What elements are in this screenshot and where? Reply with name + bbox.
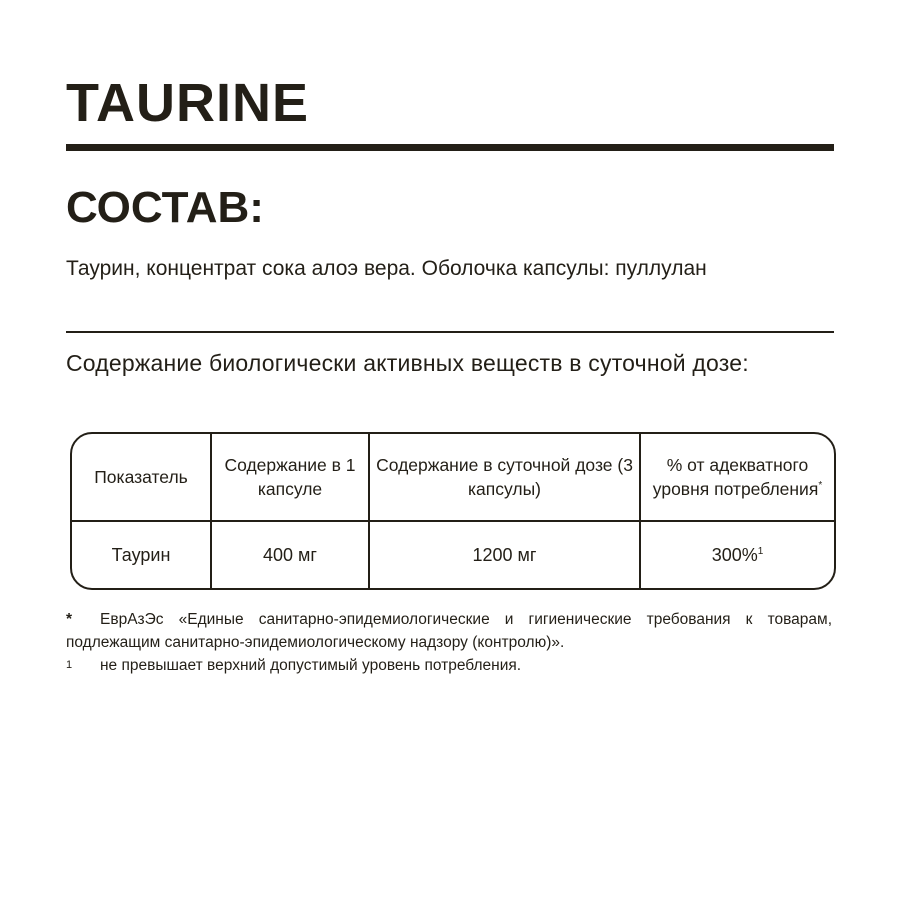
cell-name: Таурин	[72, 521, 211, 588]
nutrient-table	[70, 432, 836, 590]
cell-per-capsule: 400 мг	[211, 521, 369, 588]
header-per-day-label: Содержание в суточной дозе (3 капсулы)	[376, 455, 633, 499]
cell-per-day: 1200 мг	[369, 521, 640, 588]
header-per-capsule-label: Содержание в 1 капсуле	[224, 455, 356, 499]
title-divider	[66, 144, 834, 151]
footnote-star-mark: *	[66, 611, 73, 628]
header-per-day	[369, 434, 640, 521]
header-percent	[640, 434, 834, 521]
bioactive-heading: Содержание биологически активных веществ в суточной дозе:	[66, 350, 749, 376]
composition-divider	[66, 331, 834, 333]
header-indicator	[72, 434, 211, 521]
composition-text: Таурин, концентрат сока алоэ вера. Оболочка капсулы: пуллулан	[66, 257, 707, 280]
composition-heading: СОСТАВ:	[66, 183, 264, 232]
header-per-capsule	[211, 434, 369, 521]
header-percent-mark: *	[818, 480, 823, 492]
footnote-one-text: не превышает верхний допустимый уровень потребления.	[100, 657, 522, 674]
footnote-star	[66, 608, 832, 654]
footnote-star-text: ЕврАзЭс «Единые санитарно-эпидемиологические и гигиенические требования к товарам, подлежащим санитарно-эпидемиологическому надзору (контролю)».	[66, 611, 832, 651]
cell-percent-value: 300%	[711, 545, 758, 565]
footnotes	[66, 608, 832, 677]
table-row	[72, 521, 834, 588]
footnote-one	[66, 654, 832, 677]
product-title: TAURINE	[66, 73, 309, 133]
header-percent-label: % от адекватного уровня потребления	[652, 455, 819, 499]
header-indicator-label: Показатель	[94, 467, 188, 487]
footnote-one-mark: 1	[66, 659, 73, 671]
table-header-row	[72, 434, 834, 521]
cell-percent	[640, 521, 834, 588]
cell-percent-mark: 1	[757, 546, 764, 557]
